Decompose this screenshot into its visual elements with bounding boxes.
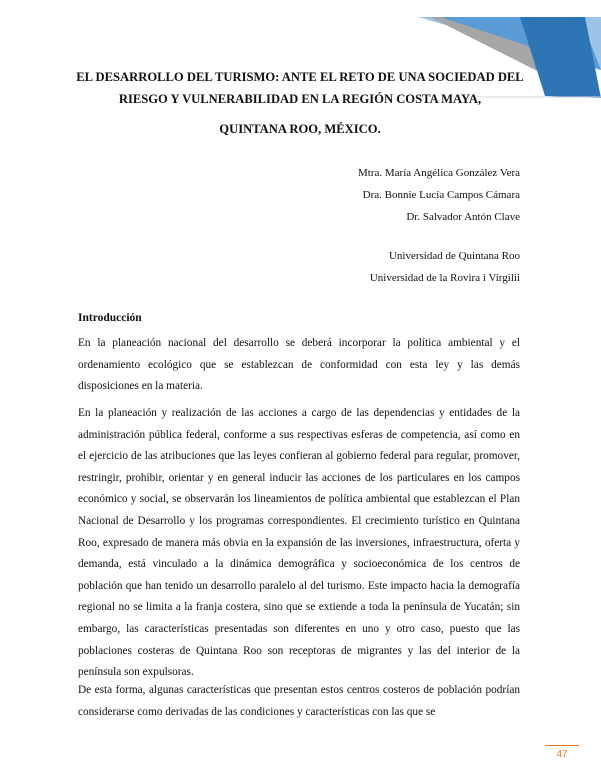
- paragraph: En la planeación nacional del desarrollo se deberá incorporar la política ambiental y el ordenamiento ecológico que se establezcan de conformidad con esta ley y las demás disposiciones en la materia.: [78, 337, 520, 393]
- paragraph: De esta forma, algunas características que presentan estos centros costeros de población podrían considerarse como derivadas de las condiciones y características con las que se: [78, 684, 520, 718]
- author: Dr. Salvador Antón Clave: [406, 211, 520, 223]
- page-number-rule: [545, 745, 579, 746]
- affiliation-list: [370, 245, 520, 289]
- title-main: EL DESARROLLO DEL TURISMO: ANTE EL RETO DE UNA SOCIEDAD DEL RIESGO Y VULNERABILIDAD EN LA REGIÓN COSTA MAYA,: [76, 70, 524, 106]
- title-location: QUINTANA ROO, MÉXICO.: [219, 122, 381, 136]
- affiliation: Universidad de la Rovira i Virgilii: [369, 272, 520, 284]
- author: Mtra. María Angélica González Vera: [358, 167, 520, 179]
- paragraph: En la planeación y realización de las acciones a cargo de las dependencias y entidades de la administración pública federal, conforme a sus respectivas esferas de competencia, así como en el ejercicio de las atribuciones que las leyes confieran al gobierno federal para regular, promover, restringir, prohibir, orientar y en general inducir las acciones de los particulares en los campos económico y social, se observarán los lineamientos de política ambiental que establezcan el Plan Nacional de Desarrollo y los programas correspondientes. El crecimiento turístico en Quintana Roo, expresado de manera más obvia en la expansión de las inversiones, infraestructura, oferta y demanda, está vinculado a la dinámica demográfica y socioeconómica de los centros de población que han tenido un desarrollo paralelo al del turismo. Este impacto hacia la demografía regional no se limita a la franja costera, sino que se extiende a toda la península de Yucatán; sin embargo, las características presentadas son diferentes en uno y otro caso, puesto que las poblaciones costeras de Quintana Roo son receptoras de migrantes y las del interior de la península son expulsoras.: [78, 407, 520, 679]
- affiliation: Universidad de Quintana Roo: [388, 250, 520, 262]
- author: Dra. Bonnie Lucía Campos Cámara: [362, 189, 520, 201]
- author-list: [358, 162, 520, 228]
- page-number: 47: [556, 749, 568, 760]
- section-heading: Introducción: [78, 312, 142, 324]
